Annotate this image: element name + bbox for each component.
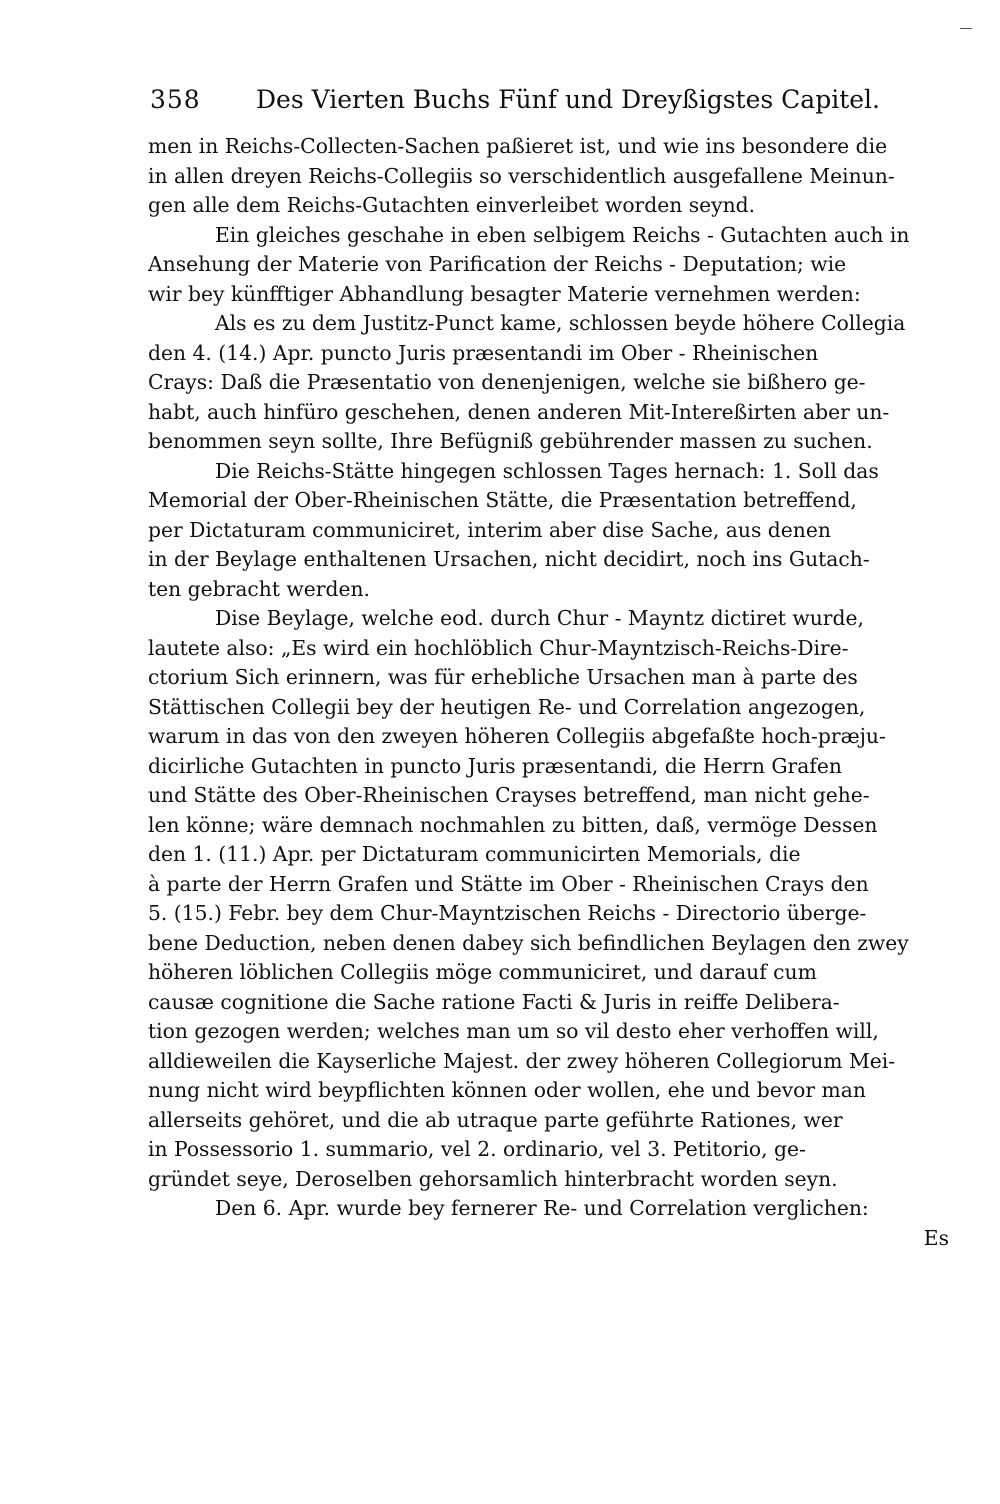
text-line: tion gezogen werden; welches man um so vil desto eher verhoffen will,: [148, 1019, 879, 1043]
text-line: in allen dreyen Reichs-Collegiis so verschidentlich ausgefallene Meinun-: [148, 163, 895, 188]
text-line: höheren löblichen Collegiis möge communiciret, und darauf cum: [148, 960, 817, 984]
corner-mark: [960, 28, 972, 29]
text-line: Memorial der Ober-Rheinischen Stätte, die Præsentation betreffend,: [148, 488, 857, 512]
text-line: 5. (15.) Febr. bey dem Chur-Mayntzischen Reichs - Directorio überge-: [148, 901, 867, 925]
text-line: len könne; wäre demnach nochmahlen zu bitten, daß, vermöge Dessen: [148, 812, 878, 837]
catchword: Es: [923, 1225, 949, 1250]
text-line: allerseits gehöret, und die ab utraque parte geführte Rationes, wer: [148, 1107, 843, 1132]
running-head: Des Vierten Buchs Fünf und Dreyßigstes Capitel.: [256, 85, 880, 114]
text-line: Ansehung der Materie von Parification der Reichs - Deputation; wie: [148, 252, 847, 276]
text-line: Dise Beylage, welche eod. durch Chur - Mayntz dictiret wurde,: [215, 606, 864, 630]
text-line: ctorium Sich erinnern, was für erhebliche Ursachen man à parte des: [148, 665, 858, 689]
text-line: dicirliche Gutachten in puncto Juris præsentandi, die Herrn Grafen: [148, 753, 842, 778]
text-line: den 1. (11.) Apr. per Dictaturam communicirten Memorials, die: [148, 842, 801, 866]
text-line: in der Beylage enthaltenen Ursachen, nicht decidirt, noch ins Gutach-: [148, 547, 870, 571]
page-number: 358: [150, 85, 201, 114]
text-line: à parte der Herrn Grafen und Stätte im Ober - Rheinischen Crays den: [148, 871, 869, 896]
text-line: benommen seyn sollte, Ihre Befügniß gebührender massen zu suchen.: [148, 429, 873, 453]
book-page: [148, 82, 963, 1253]
text-line: wir bey künfftiger Abhandlung besagter Materie vernehmen werden:: [148, 281, 861, 306]
text-line: warum in das von den zweyen höheren Collegiis abgefaßte hoch-præju-: [148, 724, 886, 748]
text-line: ten gebracht werden.: [148, 576, 370, 601]
text-line: habt, auch hinfüro geschehen, denen anderen Mit-Intereßirten aber un-: [148, 399, 890, 424]
text-line: Ein gleiches geschahe in eben selbigem Reichs - Gutachten auch in: [215, 222, 910, 247]
text-line: Stättischen Collegii bey der heutigen Re- und Correlation angezogen,: [148, 694, 866, 719]
text-line: den 4. (14.) Apr. puncto Juris præsentandi im Ober - Rheinischen: [148, 340, 819, 365]
text-line: causæ cognitione die Sache ratione Facti & Juris in reiffe Delibera-: [148, 989, 840, 1014]
text-line: Den 6. Apr. wurde bey fernerer Re- und Correlation verglichen:: [215, 1196, 869, 1220]
text-line: nung nicht wird beypflichten können oder wollen, ehe und bevor man: [148, 1078, 866, 1102]
text-line: gen alle dem Reichs-Gutachten einverleibet worden seynd.: [148, 193, 756, 217]
text-line: lautete also: „Es wird ein hochlöblich Chur-Mayntzisch-Reichs-Dire-: [148, 635, 849, 660]
text-line: und Stätte des Ober-Rheinischen Crayses betreffend, man nicht gehe-: [148, 783, 870, 807]
text-line: Die Reichs-Stätte hingegen schlossen Tages hernach: 1. Soll das: [215, 458, 879, 483]
body-text: [148, 132, 963, 1224]
page-header: [148, 82, 963, 118]
text-line: bene Deduction, neben denen dabey sich befindlichen Beylagen den zwey: [148, 930, 909, 955]
text-line: alldieweilen die Kayserliche Majest. der zwey höheren Collegiorum Mei-: [148, 1048, 896, 1073]
text-line: gründet seye, Deroselben gehorsamlich hinterbracht worden seyn.: [148, 1166, 838, 1191]
text-line: Als es zu dem Justitz-Punct kame, schlossen beyde höhere Collegia: [215, 311, 906, 335]
text-line: in Possessorio 1. summario, vel 2. ordinario, vel 3. Petitorio, ge-: [148, 1137, 806, 1161]
text-line: per Dictaturam communiciret, interim aber dise Sache, aus denen: [148, 517, 831, 542]
text-line: Crays: Daß die Præsentatio von denenjenigen, welche sie bißhero ge-: [148, 370, 866, 394]
text-line: men in Reichs-Collecten-Sachen paßieret ist, und wie ins besondere die: [148, 134, 888, 158]
